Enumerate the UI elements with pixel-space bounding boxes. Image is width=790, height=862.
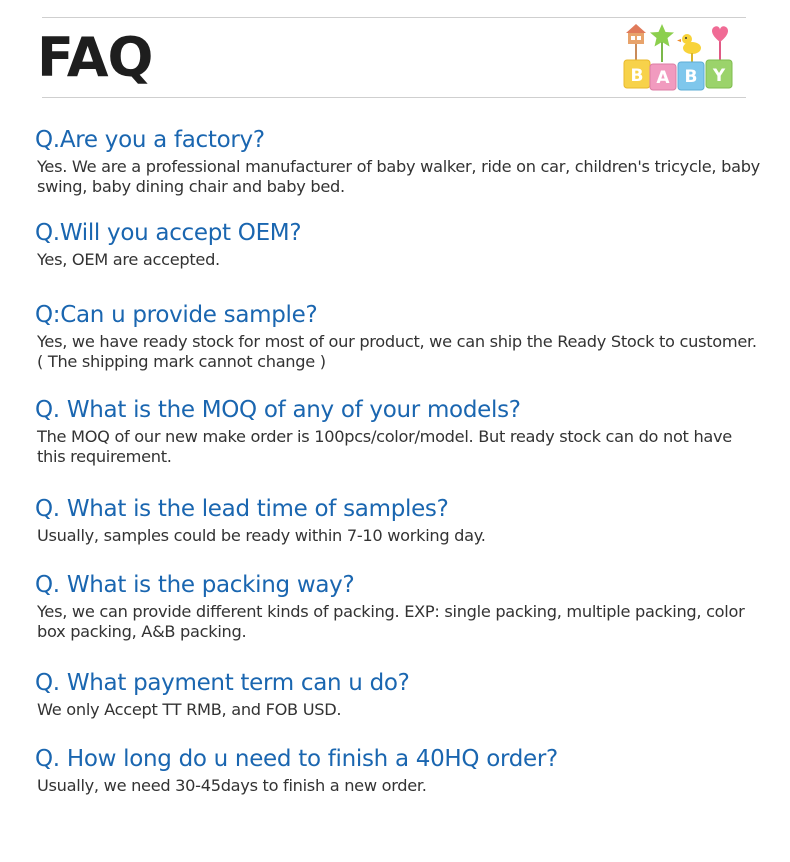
block-letter: Y: [712, 66, 726, 86]
block-letter: A: [656, 68, 670, 88]
letter-blocks: [624, 60, 732, 90]
faq-answer: The MOQ of our new make order is 100pcs/color/model. But ready stock can do not have this requirement.: [37, 427, 732, 466]
faq-item: [35, 668, 765, 720]
heart-icon: [712, 26, 728, 60]
faq-question: Q:Can u provide sample?: [35, 302, 318, 328]
faq-answer: Yes, we can provide different kinds of packing. EXP: single packing, multiple packing, color box packing, A&B packing.: [37, 602, 745, 641]
faq-question: Q.Will you accept OEM?: [35, 220, 302, 246]
faq-item: [35, 395, 765, 467]
house-icon: [626, 24, 646, 60]
faq-answer: Yes, we have ready stock for most of our product, we can ship the Ready Stock to customer. ( The shipping mark cannot change ): [37, 332, 757, 371]
block-letter: B: [684, 67, 698, 87]
faq-question: Q. What payment term can u do?: [35, 670, 410, 696]
page-title: FAQ: [37, 26, 153, 89]
faq-answer: Yes, OEM are accepted.: [37, 250, 220, 269]
faq-item: [35, 218, 765, 270]
faq-question: Q.Are you a factory?: [35, 127, 265, 153]
faq-item: [35, 125, 765, 197]
faq-question: Q. How long do u need to finish a 40HQ order?: [35, 746, 558, 772]
header-bottom-rule: [42, 97, 746, 98]
faq-question: Q. What is the lead time of samples?: [35, 496, 449, 522]
header-top-rule: [42, 17, 746, 18]
faq-answer: We only Accept TT RMB, and FOB USD.: [37, 700, 342, 719]
baby-blocks-logo: [620, 20, 738, 94]
faq-item: [35, 744, 765, 796]
faq-answer: Yes. We are a professional manufacturer of baby walker, ride on car, children's tricycle, baby swing, baby dining chair and baby bed.: [37, 157, 760, 196]
faq-question: Q. What is the MOQ of any of your models?: [35, 397, 521, 423]
block-letter: B: [630, 66, 644, 86]
faq-item: [35, 494, 765, 546]
faq-answer: Usually, samples could be ready within 7-10 working day.: [37, 526, 486, 545]
star-icon: [650, 24, 674, 62]
faq-question: Q. What is the packing way?: [35, 572, 355, 598]
faq-item: [35, 300, 765, 372]
faq-answer: Usually, we need 30-45days to finish a new order.: [37, 776, 427, 795]
faq-item: [35, 570, 765, 642]
duck-icon: [677, 34, 701, 62]
